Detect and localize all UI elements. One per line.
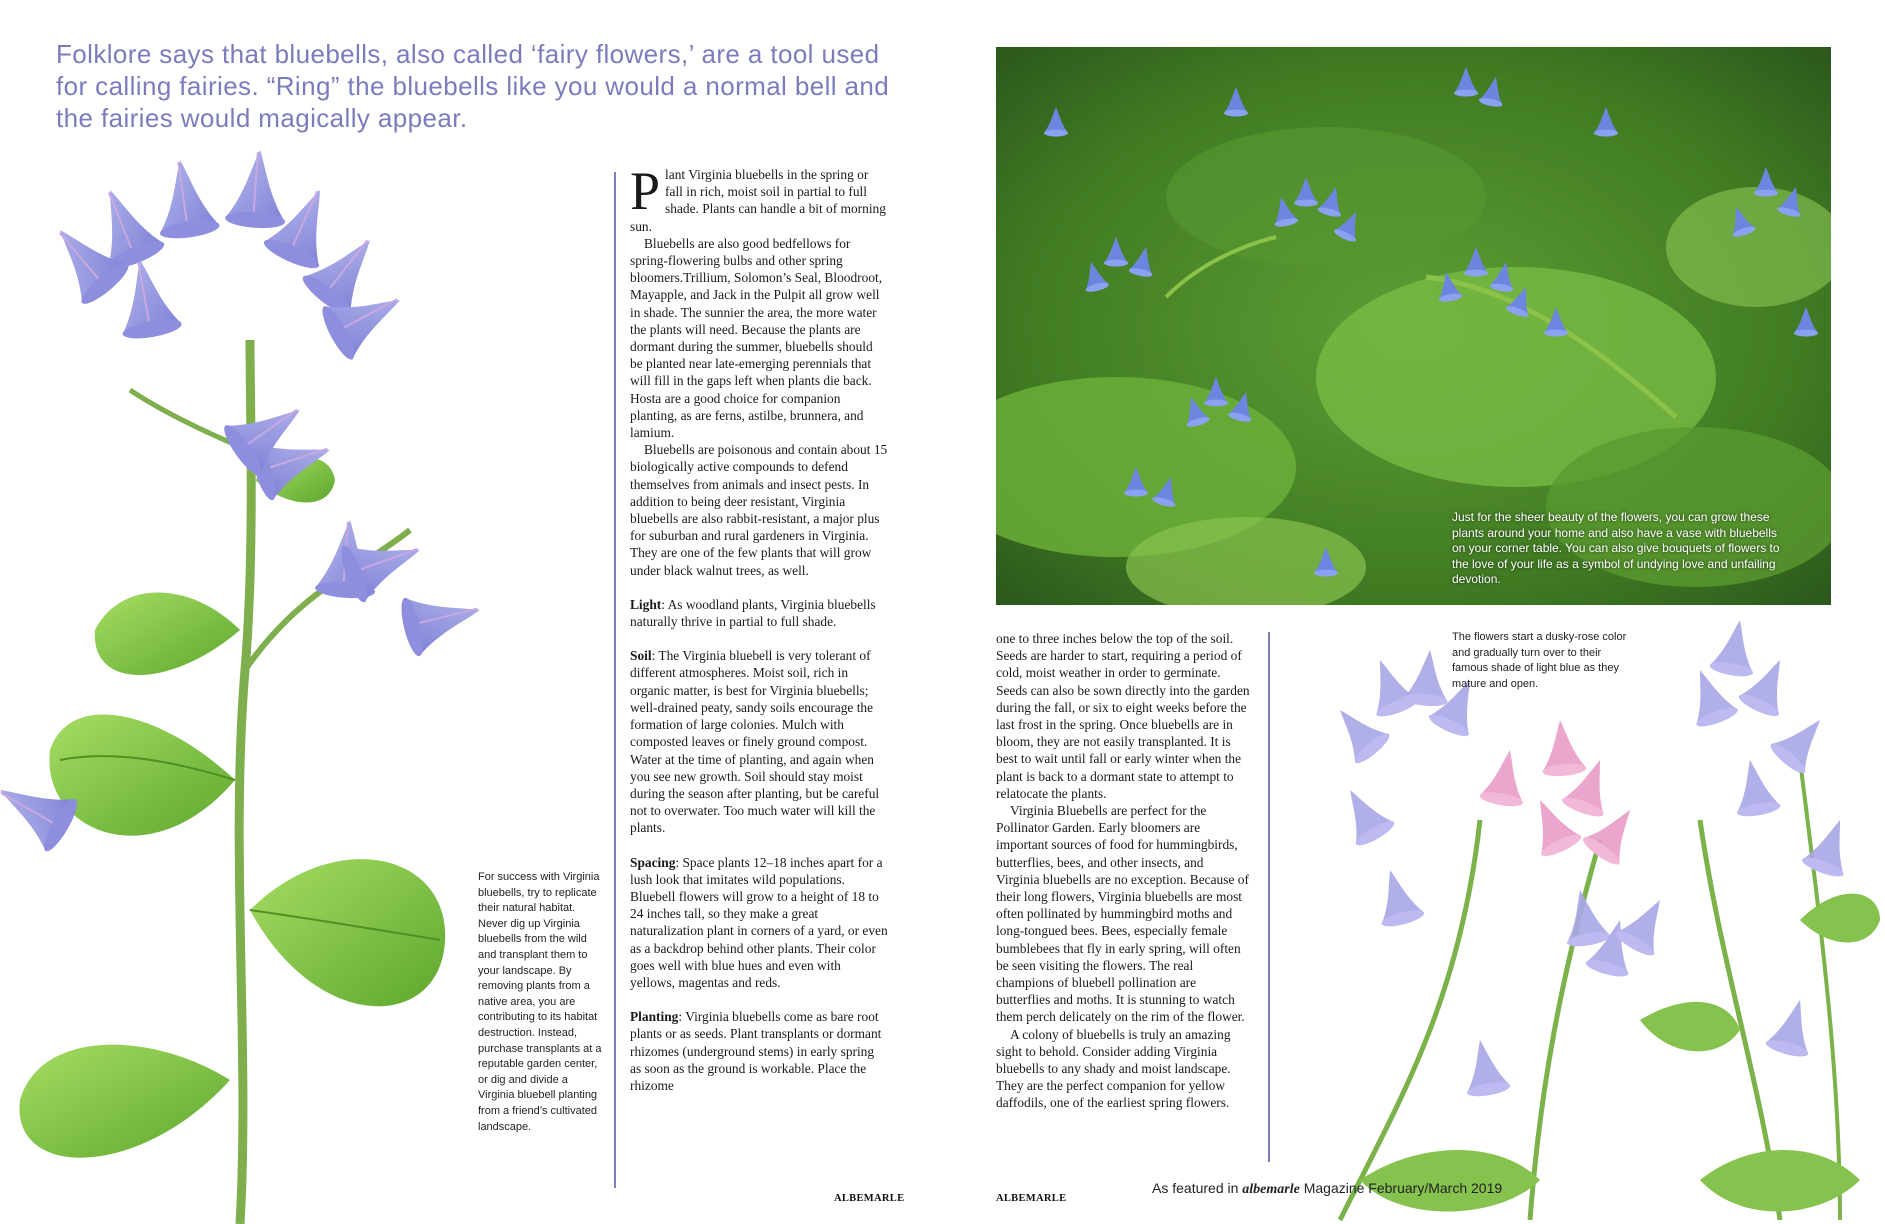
column-rule bbox=[614, 172, 616, 1188]
left-body-column bbox=[630, 161, 888, 1094]
photo-caption: Just for the sheer beauty of the flowers, you can grow these plants around your home and also have a vase with bluebells on your corner table. You can also give bouquets of flowers to the love of your life as a symbol of undying love and unfailing devotion. bbox=[1452, 510, 1780, 586]
flower-caption: The flowers start a dusky-rose color and gradually turn over to their famous shade of light blue as they mature and open. bbox=[1452, 631, 1627, 690]
leaf bbox=[95, 593, 240, 676]
pull-quote: Folklore says that bluebells, also called ‘fairy flowers,’ are a tool used for calling fairies. “Ring” the bluebells like you would a normal bell and the fairies would magically appear. bbox=[56, 39, 890, 133]
body-paragraph: Bluebells are poisonous and contain about 15 biologically active compounds to defend themselves from animals and insect pests. In addition to being deer resistant, Virginia bluebells are also rabbit-resistant, a major plus for suburban and rural gardeners in Virginia. They are one of the few plants that will grow under black walnut trees, as well. bbox=[630, 442, 888, 578]
body-paragraph: Bluebells are also good bedfellows for spring-flowering bulbs and other spring bloomers.Trillium, Solomon’s Seal, Bloodroot, Mayapple, and Jack in the Pulpit all grow well in shade. The sunnier the area, the more water the plants will need. Because the plants are dormant during the summer, bluebells should be planted near late-emerging perennials that will fill in the gaps left when plants die back. Hosta are a good choice for companion planting, as are ferns, astilbe, brunnera, and lamium. bbox=[630, 235, 883, 441]
leaf bbox=[19, 1045, 230, 1158]
body-paragraph: one to three inches below the top of the soil. Seeds are harder to start, requiring a period of cold, moist weather in order to germinate. Seeds can also be sown directly into the garden during the fall, or six to eight weeks before the last frost in the spring. Once bluebells are in bloom, they are not easily transplanted. It is best to wait until fall or early winter when the plant is back to a dormant state to attempt to relatocate the plants. bbox=[996, 631, 1250, 801]
body-paragraph: Plant Virginia bluebells in the spring or fall in rich, moist soil in partial to full shade. Plants can handle a bit of morning sun. bbox=[630, 161, 886, 234]
body-paragraph: Planting: Virginia bluebells come as bare root plants or as seeds. Plant transplants or dormant rhizomes (underground stems) in early spring as soon as the ground is workable. Place the rhizome bbox=[630, 1009, 882, 1093]
bluebell-cluster-illustration bbox=[1280, 620, 1885, 1224]
body-paragraph: Virginia Bluebells are perfect for the Pollinator Garden. Early bloomers are important sources of food for hummingbirds, butterflies, bees, and other insects, and Virginia bluebells are no exception. Because of their long flowers, Virginia bluebells are most often pollinated by hummingbird moths and long-tongued bees. Bees, especially female bumblebees that fly in early spring, will often be seen visiting the flowers. The real champions of bluebell pollination are butterflies and moths. It is stunning to watch them perch delicately on the rim of the flower. bbox=[996, 803, 1249, 1025]
right-body-column bbox=[996, 630, 1250, 1112]
featured-credit: As featured in albemarle Magazine February/March 2019 bbox=[1152, 1180, 1503, 1197]
sidebar-caption: For success with Virginia bluebells, try to replicate their natural habitat. Never dig up Virginia bluebells from the wild and transplant them to your landscape. By removing plants from a native area, you are contributing to its habitat destruction. Instead, purchase transplants at a reputable garden center, or dig and divide a Virginia bluebell planting from a friend’s cultivated landscape. bbox=[478, 871, 602, 1133]
right-folio: ALBEMARLE bbox=[996, 1193, 1067, 1204]
body-paragraph: Soil: The Virginia bluebell is very tolerant of different atmospheres. Moist soil, rich in organic matter, is best for Virginia bluebells; well-drained peaty, sandy soils encourage the formation of large colonies. Mulch with composted leaves or finely ground compost. Water at the time of planting, and again when you see new growth. Soil should stay moist during the season after planting, but be careful not to overwater. Too much water will kill the plants. bbox=[630, 648, 880, 836]
body-paragraph: Spacing: Space plants 12–18 inches apart for a lush look that imitates wild populations. Bluebell flowers will grow to a height of 18 to 24 inches tall, so they make a great naturalization plant in corners of a yard, or even as a backdrop behind other plants. Their color goes well with blue hues and even with yellows, magentas and reds. bbox=[630, 854, 888, 990]
drop-cap: P bbox=[630, 161, 661, 221]
column-rule bbox=[1268, 632, 1270, 1162]
body-paragraph: Light: As woodland plants, Virginia bluebells naturally thrive in partial to full shade. bbox=[630, 596, 876, 630]
body-paragraph: A colony of bluebells is truly an amazing sight to behold. Consider adding Virginia bluebells to any shady and moist landscape. They are the perfect companion for yellow daffodils, one of the earliest spring flowers. bbox=[996, 1026, 1231, 1111]
left-folio: ALBEMARLE bbox=[834, 1193, 905, 1204]
leaf bbox=[250, 859, 445, 1006]
leaf bbox=[49, 714, 235, 835]
